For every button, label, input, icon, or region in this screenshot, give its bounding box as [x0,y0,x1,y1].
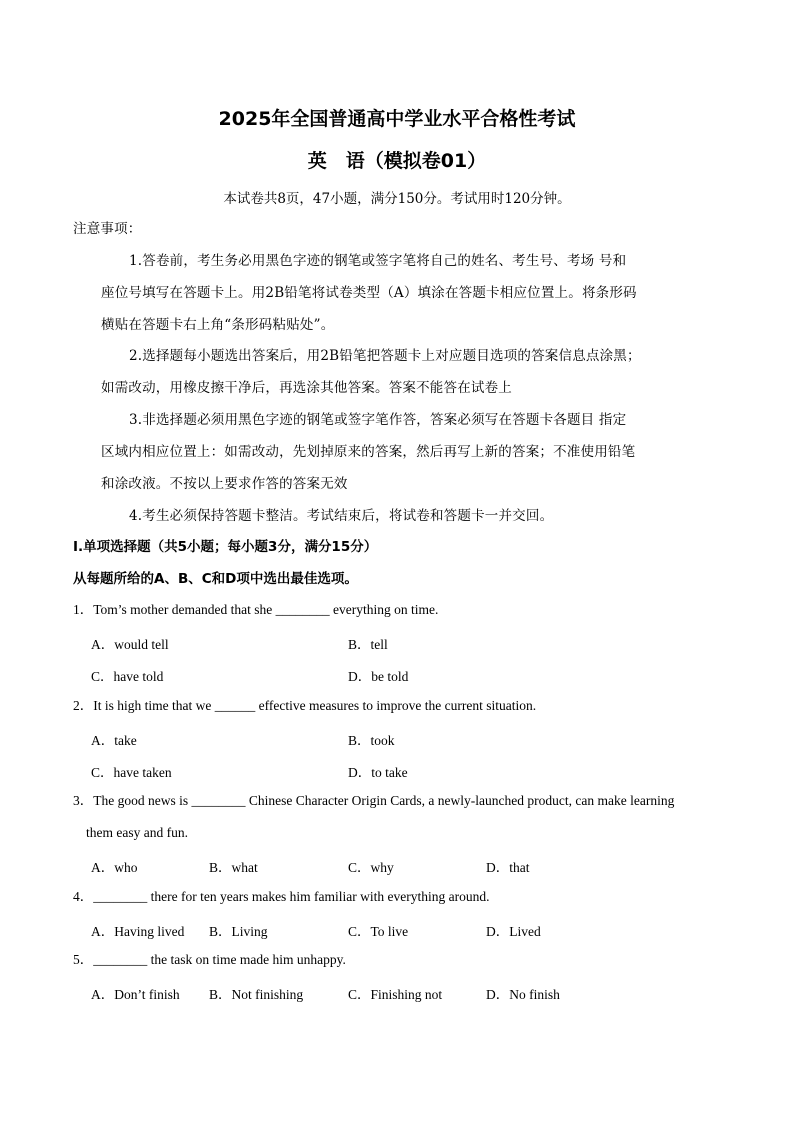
question-3-option-c: C．why [348,860,394,875]
question-4-option-d: D．Lived [486,924,541,939]
notice-item-1-line-1: 1.答卷前，考生务必用黑色字迹的钢笔或签字笔将自己的姓名、考生号、考场 号和 [129,253,627,269]
question-2-option-b: B．took [348,733,395,748]
question-3-option-d: D．that [486,860,530,875]
question-4-option-c: C．To live [348,924,409,939]
question-3-stem-line-1: 3．The good news is ________ Chinese Character Origin Cards, a newly-launched product, can make learning [73,793,675,808]
question-1-stem: 1．Tom’s mother demanded that she ________ everything on time. [73,602,439,617]
question-3-option-a: A．who [91,860,138,875]
section-instruction: 从每题所给的A、B、C和D项中选出最佳选项。 [73,571,358,587]
exam-info: 本试卷共8页，47小题，满分150分。考试用时120分钟。 [223,191,571,207]
question-5-stem: 5．________ the task on time made him unhappy. [73,952,346,967]
question-1-option-d: D．be told [348,669,409,684]
question-4-stem: 4．________ there for ten years makes him familiar with everything around. [73,889,490,904]
question-3-option-b: B．what [209,860,258,875]
question-2-option-c: C．have taken [91,765,172,780]
question-2-option-d: D．to take [348,765,408,780]
notice-item-3-line-3: 和涂改液。不按以上要求作答的答案无效 [101,476,348,492]
exam-title: 2025年全国普通高中学业水平合格性考试 [218,108,576,130]
question-5-option-a: A．Don’t finish [91,987,180,1002]
question-3-stem-line-2: them easy and fun. [86,825,188,840]
notice-item-1-line-2: 座位号填写在答题卡上。用2B铅笔将试卷类型（A）填涂在答题卡相应位置上。将条形码 [101,285,637,301]
question-2-option-a: A．take [91,733,137,748]
question-5-option-c: C．Finishing not [348,987,443,1002]
question-5-option-d: D．No finish [486,987,560,1002]
notice-item-2-line-1: 2.选择题每小题选出答案后，用2B铅笔把答题卡上对应题目选项的答案信息点涂黑； [129,348,641,364]
section-heading: I.单项选择题（共5小题；每小题3分，满分15分） [73,539,378,555]
notice-item-2-line-2: 如需改动，用橡皮擦干净后，再选涂其他答案。答案不能答在试卷上 [101,380,512,396]
notice-item-3-line-2: 区域内相应位置上：如需改动，先划掉原来的答案，然后再写上新的答案；不准使用铅笔 [101,444,636,460]
exam-subtitle: 英 语（模拟卷01） [307,150,487,172]
question-1-option-a: A．would tell [91,637,169,652]
question-5-option-b: B．Not finishing [209,987,304,1002]
notice-heading: 注意事项： [73,221,142,237]
question-2-stem: 2．It is high time that we ______ effective measures to improve the current situation. [73,698,537,713]
question-1-option-b: B．tell [348,637,388,652]
question-4-option-a: A．Having lived [91,924,185,939]
notice-item-4-line-1: 4.考生必须保持答题卡整洁。考试结束后，将试卷和答题卡一并交回。 [129,508,554,524]
notice-item-3-line-1: 3.非选择题必须用黑色字迹的钢笔或签字笔作答，答案必须写在答题卡各题目 指定 [129,412,627,428]
question-4-option-b: B．Living [209,924,268,939]
question-1-option-c: C．have told [91,669,164,684]
notice-item-1-line-3: 横贴在答题卡右上角“条形码粘贴处”。 [101,317,335,333]
